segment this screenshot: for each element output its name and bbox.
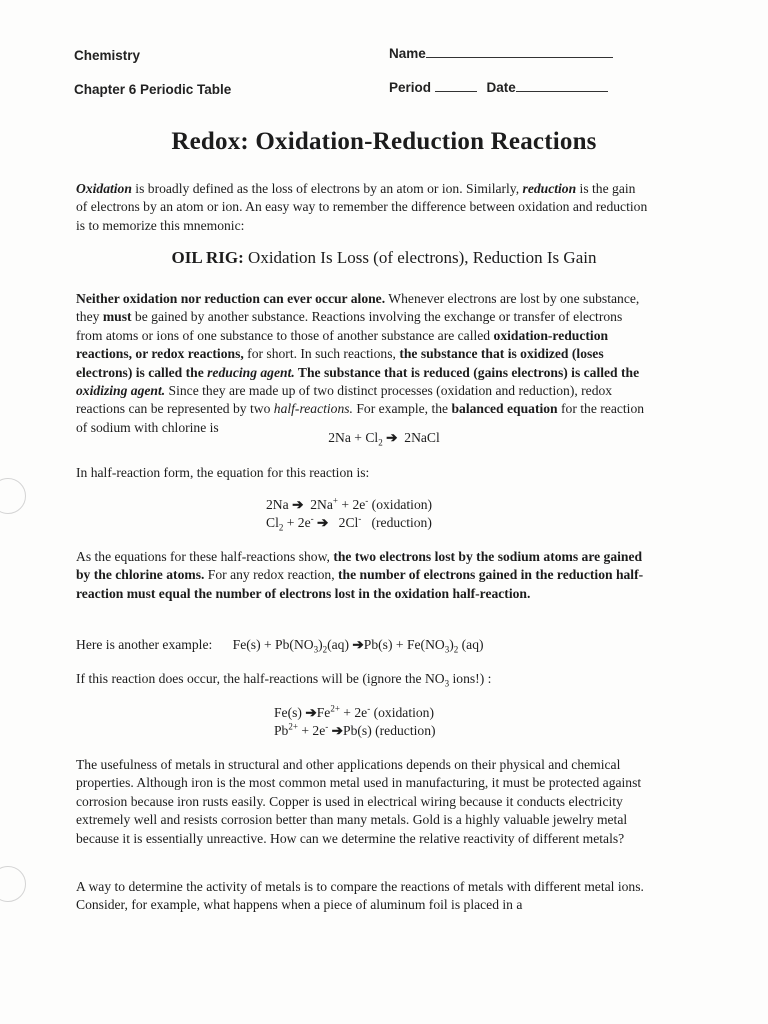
page-title: Redox: Oxidation-Reduction Reactions xyxy=(171,128,597,155)
arrow-icon: ➔ xyxy=(292,497,304,512)
lead-reduction-half-reaction: $Pb^{2+} + 2e^-$ ➔Pb(s) (reduction) xyxy=(274,721,436,738)
binder-hole-mark xyxy=(0,866,26,902)
subject-label: Chemistry xyxy=(74,48,141,63)
name-blank[interactable] xyxy=(426,47,613,58)
arrow-icon: ➔ xyxy=(386,430,398,445)
reduction-half-reaction: $Cl_2 + 2e^-$ ➔ 2Cl- (reduction) xyxy=(266,513,432,533)
metal-activity-paragraph: A way to determine the activity of metals is to compare the reactions of metals with different metal ions. Consider, for example, what happens when a piece of aluminum foil is placed in a xyxy=(76,879,644,913)
sodium-chlorine-equation: $2Na + Cl_2$ ➔ 2NaCl xyxy=(328,430,440,448)
iron-oxidation-half-reaction: Fe(s) $➔Fe^{2+} + 2e^-$ (oxidation) xyxy=(274,703,435,720)
sodium-half-reactions xyxy=(266,496,432,532)
binder-hole-mark xyxy=(0,478,26,514)
period-blank[interactable] xyxy=(435,81,477,92)
arrow-icon: ➔ xyxy=(331,723,344,738)
date-label: Date xyxy=(486,80,516,95)
period-label: Period xyxy=(389,80,432,95)
date-blank[interactable] xyxy=(516,81,608,92)
chapter-label: Chapter 6 Periodic Table xyxy=(74,82,232,97)
arrow-icon: ➔ xyxy=(305,705,317,720)
electron-balance-paragraph: As the equations for these half-reactions show, the two electrons lost by the sodium atoms are gained by the chlorine atoms. For any redox reaction, the number of electrons gained in the reduction half-reaction must equal the number of electrons lost in the oxidation half-reaction. xyxy=(76,549,644,601)
arrow-icon: ➔ xyxy=(352,637,364,652)
ignore-nitrate-note: If this reaction does occur, the half-reactions will be (ignore the $NO_3$ ions!) : xyxy=(76,671,492,689)
metal-usefulness-paragraph: The usefulness of metals in structural and other applications depends on their physical and chemical properties. Although iron is the most common metal used in manufacturing, it must be protected against corrosion because iron rusts easily. Copper is used in electrical wiring because it conducts electricity extremely well and resists corrosion better than many metals. Gold is a highly valuable jewelry metal because it is essentially unreactive. How can we determine the relative reactivity of different metals? xyxy=(76,757,642,846)
arrow-icon: ➔ xyxy=(317,515,329,530)
oil-rig-mnemonic: OIL RIG: Oxidation Is Loss (of electrons), Reduction Is Gain xyxy=(171,248,597,267)
half-reaction-intro: In half-reaction form, the equation for this reaction is: xyxy=(76,465,370,480)
name-field[interactable] xyxy=(389,46,613,61)
redox-definition-paragraph: Neither oxidation nor reduction can ever occur alone. Whenever electrons are lost by one substance, they must be gained by another substance. Reactions involving the exchange or transfer of electrons from atoms or ions of one substance to those of another substance are called oxidation-reduction reactions, or redox reactions, for short. In such reactions, the substance that is oxidized (loses electrons) is called the reducing agent. The substance that is reduced (gains electrons) is called the oxidizing agent. Since they are made up of two distinct processes (oxidation and reduction), redox reactions can be represented by two half-reactions. For example, the balanced equation for the reaction of sodium with chlorine is xyxy=(76,291,645,435)
oxidation-half-reaction: 2Na ➔ 2Na+ + 2e- (oxidation) xyxy=(266,495,433,512)
name-label: Name xyxy=(389,46,426,61)
period-date-fields xyxy=(389,80,608,95)
another-example-line: Here is another example: $Fe(s) + Pb(NO_3)_2(aq)$ ➔Pb(s) + $Fe(NO_3)_2$ (aq) xyxy=(76,637,484,655)
iron-lead-half-reactions xyxy=(274,704,436,740)
intro-paragraph: Oxidation is broadly defined as the loss of electrons by an atom or ion. Similarly, reduction is the gain of electrons by an atom or ion. An easy way to remember the difference between oxidation and reduction is to memorize this mnemonic: xyxy=(76,181,648,233)
